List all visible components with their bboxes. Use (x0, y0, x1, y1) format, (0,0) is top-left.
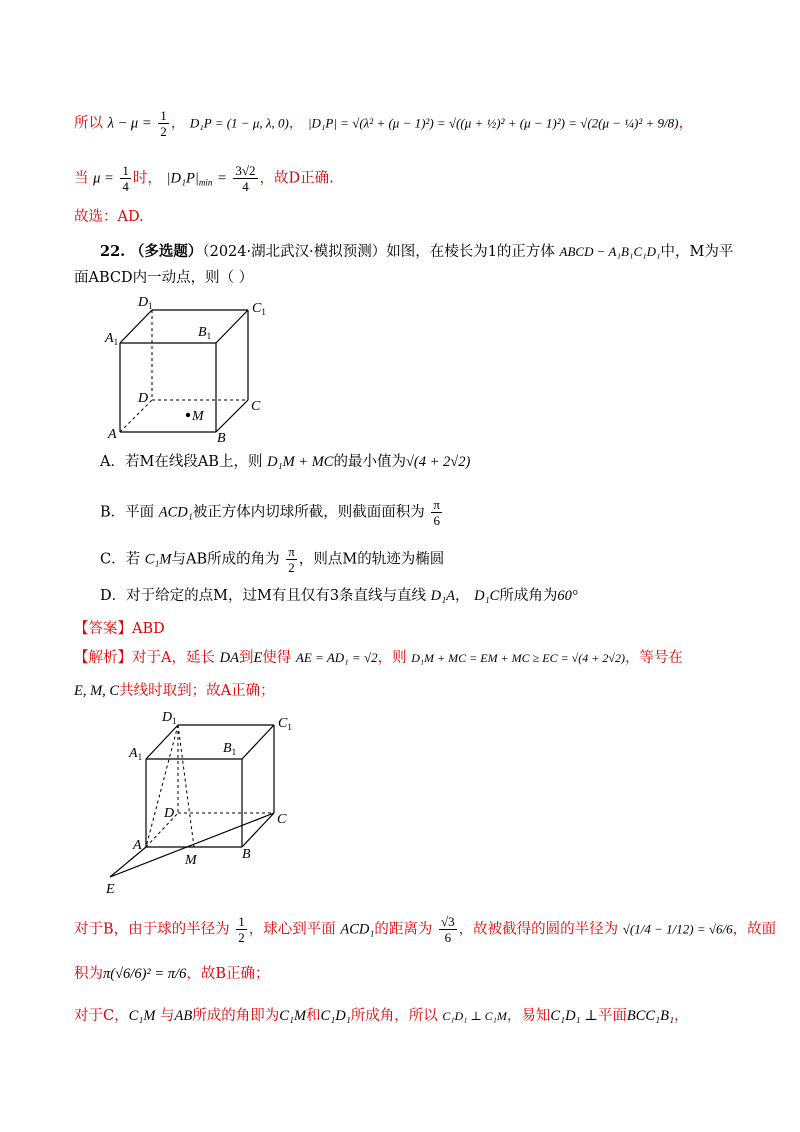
cube-figure-1 (100, 290, 280, 450)
edge (216, 400, 248, 432)
math-expr: 60° (557, 588, 578, 604)
text: ，等号在 (624, 650, 683, 666)
option-text: C．若 (100, 551, 141, 568)
math-expr: D₁M + MC = EM + MC ≥ EC = √(4 + 2√2) (411, 651, 625, 665)
math-expr: C₁M (128, 1008, 156, 1024)
text: 到 (238, 650, 254, 666)
math-expr: BCC₁B₁ (626, 1008, 674, 1024)
den: 2 (238, 930, 245, 945)
num: 1 (160, 108, 167, 123)
question-type: （多选题） (129, 243, 203, 260)
question-22-line2: 面ABCD内一动点，则（ ） (74, 270, 254, 286)
math-expr: √(4 + 2√2) (405, 454, 471, 470)
den: 6 (433, 513, 440, 528)
text: ， (170, 115, 186, 132)
question-22-line1 (100, 242, 733, 262)
math-expr: ACD₁ (158, 504, 193, 521)
text: ， (678, 115, 694, 132)
text: 时， (132, 170, 162, 187)
math-expr: C₁M (144, 551, 172, 568)
math-expr: D₁C (474, 588, 500, 604)
text: 对于C， (74, 1008, 129, 1024)
analysis-b-line1 (74, 914, 776, 945)
label-a1: $A_1$ (105, 331, 119, 347)
text: ， (288, 115, 304, 132)
math-expr: √(1/4 − 1/12) = √6/6 (622, 921, 733, 937)
math-expr: D₁A (430, 588, 456, 604)
analysis-c-line1 (74, 1006, 689, 1026)
text: ，故面 (732, 921, 777, 938)
num: 1 (122, 163, 129, 178)
text: 积为 (74, 966, 103, 982)
fraction (236, 914, 247, 945)
label-d1: $D_1$ (162, 710, 177, 726)
text: 与 (160, 1008, 175, 1024)
analysis-b-line2 (74, 964, 270, 984)
den: 2 (160, 124, 167, 139)
label-m: M (185, 853, 197, 868)
subscript: min (198, 177, 213, 188)
text: ，易知 (506, 1008, 551, 1024)
den: 4 (242, 179, 249, 194)
label-c: C (251, 399, 261, 414)
fraction (439, 914, 457, 945)
text: 和 (306, 1008, 321, 1024)
math-expr: D₁M + MC (267, 454, 334, 470)
label-d: D (164, 806, 175, 821)
label-b: B (217, 431, 226, 446)
math-expr: μ = (93, 170, 114, 187)
math-expr: DA (219, 650, 239, 666)
label-a: A (108, 427, 117, 442)
answer: 【答案】ABD (74, 621, 165, 637)
option-c (100, 544, 444, 575)
math-expr: = (216, 170, 227, 187)
num: 3√2 (235, 163, 256, 178)
math-expr: D₁P = (1 − μ, λ, 0) (189, 115, 289, 131)
fraction (120, 163, 131, 194)
text: ，故被截得的圆的半径为 (458, 921, 619, 938)
line-min-value (74, 163, 334, 194)
option-text: 所成角为 (499, 588, 558, 604)
option-text: D．对于给定的点M，过M有且仅有3条直线与直线 (100, 588, 427, 604)
text: ，故B正确； (186, 966, 270, 982)
num: π (433, 497, 440, 512)
option-text: ，则点M的轨迹为椭圆 (298, 551, 445, 568)
math-expr: π(√6/6)² = π/6 (103, 966, 187, 982)
text: 所成的角即为 (192, 1008, 280, 1024)
edge (242, 725, 274, 759)
line-choose: 故选：AD. (74, 209, 144, 225)
text: ，故D正确. (259, 170, 334, 187)
option-d (100, 586, 578, 606)
label-a1: $A_1$ (129, 746, 143, 762)
math-expr: λ − μ = (107, 115, 152, 132)
den: 4 (122, 179, 129, 194)
option-b (100, 497, 444, 528)
label-c1: $C_1$ (252, 301, 266, 317)
label-b: B (242, 847, 251, 862)
fraction (431, 497, 442, 528)
question-number: 22. (100, 243, 126, 260)
edge (120, 310, 152, 343)
option-text: B．平面 (100, 504, 155, 521)
math-expr: ABCD − A₁B₁C₁D₁ (559, 244, 661, 259)
math-expr: E (253, 650, 263, 666)
text: 共线时取到；故A正确； (119, 683, 275, 699)
text: ，则 (377, 650, 407, 666)
den: 2 (288, 560, 295, 575)
analysis-tag: 【解析】 (74, 650, 132, 666)
text: ，球心到平面 (248, 921, 336, 938)
math-expr: ACD₁ (340, 921, 375, 938)
text: 对于A，延长 (132, 650, 215, 666)
option-text: ， (455, 588, 470, 604)
line-d1m (178, 725, 194, 847)
cube-figure-2 (100, 705, 300, 895)
fraction (158, 108, 169, 139)
fraction (233, 163, 257, 194)
option-text: 被正方体内切球所截，则截面面积为 (192, 504, 425, 521)
text: 所成角，所以 (350, 1008, 438, 1024)
question-text: 中，M为平 (660, 244, 734, 260)
num: π (288, 544, 295, 559)
math-expr: C₁D₁ (320, 1008, 351, 1024)
text: ， (674, 1008, 689, 1024)
text: 平面 (597, 1008, 627, 1024)
math-expr: C₁M (279, 1008, 307, 1024)
text: 当 (74, 170, 89, 187)
label-a: A (133, 838, 142, 853)
label-m: M (192, 409, 204, 424)
math-expr: |D₁P| (166, 170, 199, 187)
option-text: 与AB所成的角为 (171, 551, 280, 568)
edge (242, 813, 274, 847)
den: 6 (444, 930, 452, 945)
math-expr: C₁D₁ ⊥ (550, 1008, 598, 1024)
text: 的距离为 (374, 921, 433, 938)
analysis-a-line1 (74, 648, 683, 668)
label-c: C (277, 812, 287, 827)
line-lambda-mu (74, 108, 693, 139)
label-b1: $B_1$ (198, 325, 212, 341)
num: √3 (441, 914, 455, 929)
label-d: D (138, 391, 149, 406)
label-c1: $C_1$ (278, 716, 292, 732)
math-expr: C₁D₁ ⊥ C₁M (442, 1009, 507, 1023)
label-e: E (106, 882, 115, 895)
edge (146, 725, 178, 759)
fraction (286, 544, 297, 575)
label-d1: $D_1$ (138, 295, 153, 311)
math-expr: AB (174, 1008, 193, 1024)
text: 所以 (74, 115, 103, 132)
analysis-a-line2 (74, 681, 275, 701)
label-b1: $B_1$ (223, 741, 237, 757)
math-expr: AE = AD₁ = √2 (295, 650, 378, 665)
text: 使得 (262, 650, 292, 666)
question-text: （2024·湖北武汉·模拟预测）如图，在棱长为1的正方体 (202, 244, 555, 260)
math-expr: E, M, C (74, 683, 120, 699)
num: 1 (238, 914, 245, 929)
option-text: A．若M在线段AB上，则 (100, 454, 263, 470)
text: 对于B，由于球的半径为 (74, 921, 230, 938)
edge (216, 310, 248, 343)
option-text: 的最小值为 (333, 454, 406, 470)
option-a (100, 452, 470, 472)
line-d1a (146, 725, 178, 847)
point-m (186, 413, 190, 417)
math-expr: |D₁P| = √(λ² + (μ − 1)²) = √((μ + ½)² + (μ − 1)²) = √(2(μ − ¼)² + 9/8) (307, 115, 679, 131)
